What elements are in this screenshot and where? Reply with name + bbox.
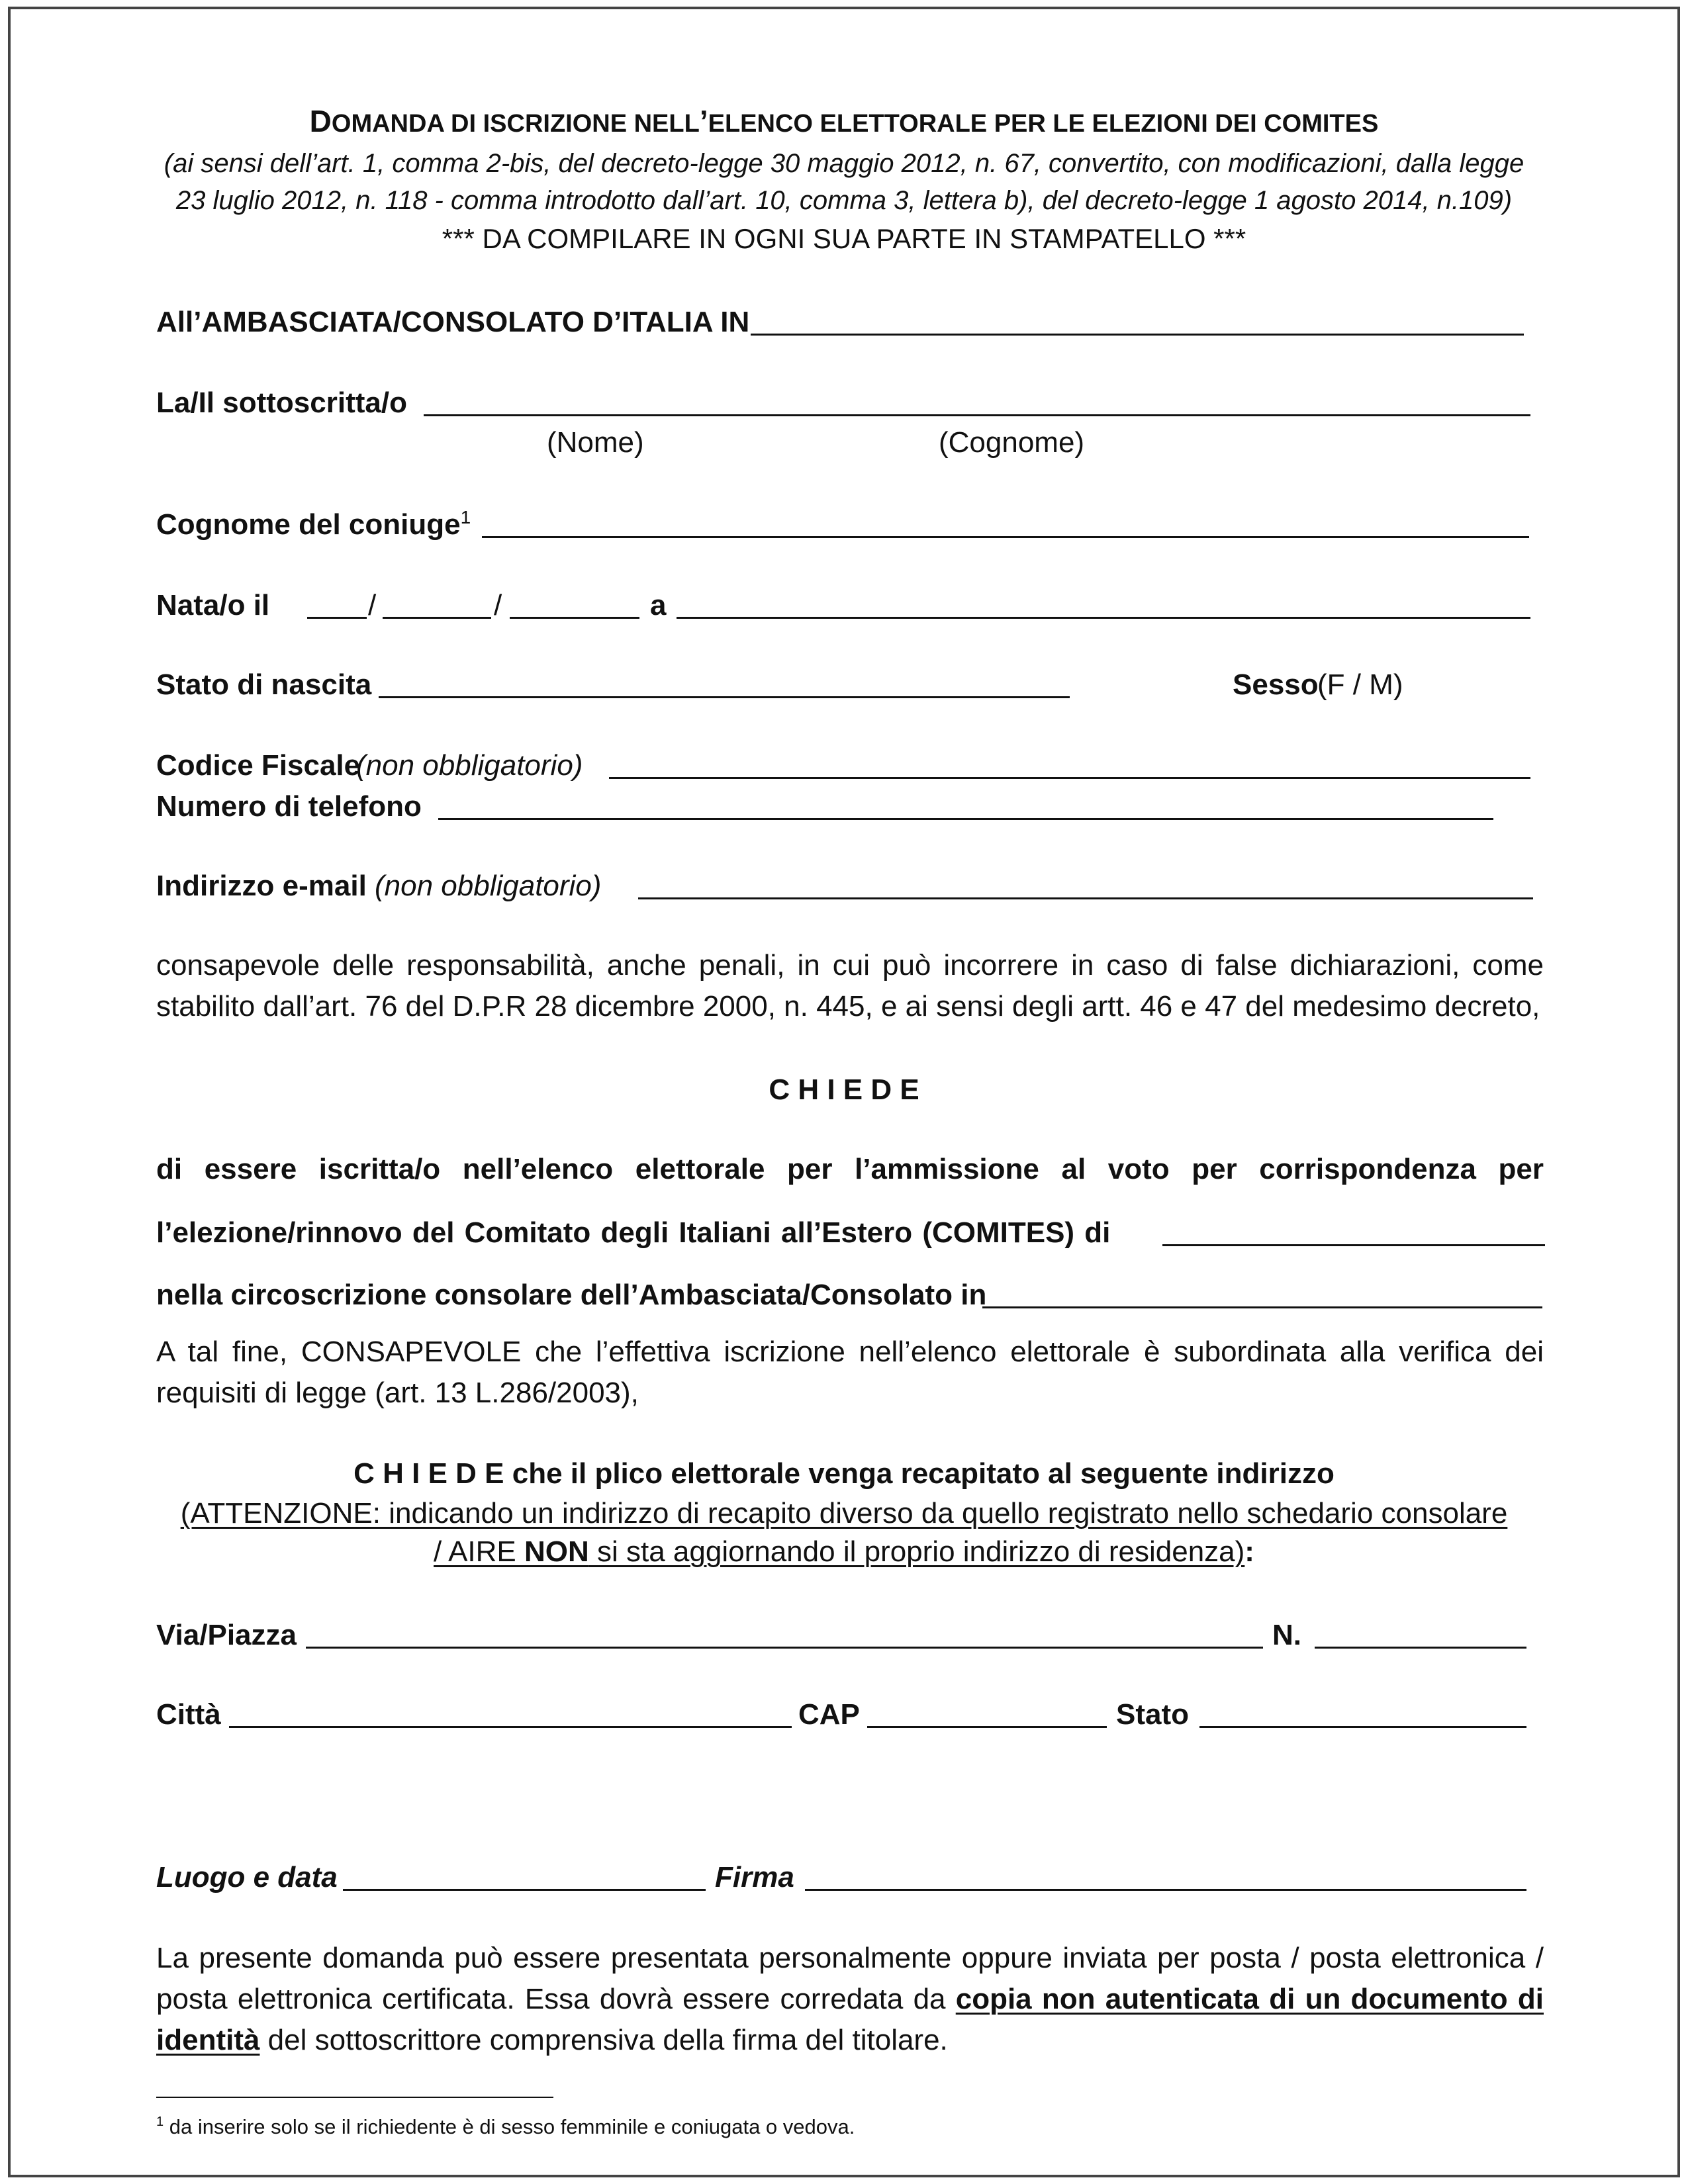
cognome-hint: (Cognome): [939, 426, 1085, 459]
email-field[interactable]: [638, 897, 1533, 899]
city-row: [0, 1694, 1688, 1735]
place-date-label: Luogo e data: [156, 1861, 338, 1893]
legal-reference-line-2: 23 luglio 2012, n. 118 - comma introdotto dall’art. 10, comma 3, lettera b), del decreto-legge 1 agosto 2014, n.109): [175, 186, 1513, 215]
city-label: Città: [156, 1698, 221, 1731]
cap-label: CAP: [798, 1698, 860, 1731]
birth-month-field[interactable]: [383, 617, 491, 619]
embassy-label: All’AMBASCIATA/CONSOLATO D’ITALIA IN: [156, 306, 750, 338]
email-note: (non obbligatorio): [375, 870, 602, 902]
birth-state-label: Stato di nascita: [156, 668, 372, 701]
phone-label: Numero di telefono: [156, 790, 422, 823]
birth-place-label: a: [650, 589, 667, 621]
nome-hint: (Nome): [547, 426, 644, 459]
purpose-paragraph: A tal fine, CONSAPEVOLE che l’effettiva iscrizione nell’elenco elettorale è subordinata alla verifica dei requisiti di legge (art. 13 L.286/2003),: [156, 1336, 1544, 1409]
request-line-1: di essere iscritta/o nell’elenco elettorale per l’ammissione al voto per corrispondenza per: [156, 1153, 1544, 1185]
spouse-footnote-mark: 1: [460, 507, 471, 527]
fiscal-code-label: Codice Fiscale: [156, 749, 361, 782]
street-row: [0, 1615, 1688, 1656]
signer-row: [0, 383, 1688, 424]
request-line-2-row: [0, 1212, 1688, 1253]
chiede-heading-2: C H I E D E che il plico elettorale venga recapitato al seguente indirizzo: [353, 1457, 1335, 1490]
footnote-separator: [156, 2097, 553, 2098]
footnote-mark: 1: [156, 2115, 164, 2129]
birth-year-field[interactable]: [510, 617, 639, 619]
signature-label: Firma: [715, 1861, 794, 1893]
phone-field[interactable]: [438, 818, 1493, 820]
consular-district-field[interactable]: [982, 1306, 1542, 1308]
place-date-field[interactable]: [343, 1889, 706, 1891]
attention-line-2: / AIRE NON si sta aggiornando il proprio indirizzo di residenza):: [434, 1535, 1254, 1568]
embassy-field[interactable]: [751, 334, 1524, 336]
birth-state-row: [0, 664, 1688, 705]
request-line-3: nella circoscrizione consolare dell’Ambasciata/Consolato in: [156, 1279, 987, 1311]
sex-label: Sesso: [1233, 668, 1319, 701]
name-hints-row: [0, 422, 1688, 463]
legal-reference-line-1: (ai sensi dell’art. 1, comma 2-bis, del decreto-legge 30 maggio 2012, n. 67, convertito, con modificazioni, dalla legge: [164, 149, 1524, 178]
email-row: [0, 866, 1688, 907]
signer-name-field[interactable]: [424, 414, 1530, 416]
street-number-label: N.: [1272, 1619, 1301, 1651]
street-label: Via/Piazza: [156, 1619, 297, 1651]
street-field[interactable]: [306, 1647, 1263, 1649]
state-label: Stato: [1116, 1698, 1189, 1731]
birth-row: [0, 585, 1688, 626]
attention-line-1: (ATTENZIONE: indicando un indirizzo di recapito diverso da quello registrato nello schedario consolare: [180, 1497, 1508, 1529]
cap-field[interactable]: [867, 1726, 1107, 1728]
signature-row: [0, 1857, 1688, 1898]
street-number-field[interactable]: [1315, 1647, 1526, 1649]
closing-paragraph: La presente domanda può essere presentata personalmente oppure inviata per posta / posta elettronica / posta elettronica certificata. Essa dovrà essere corredata da copia non autenticata di un documento di identità del sottoscrittore comprensiva della firma del titolare.: [156, 1942, 1544, 2056]
spouse-row: [0, 504, 1688, 545]
fiscal-code-note: (non obbligatorio): [356, 749, 583, 782]
footnote: [156, 2114, 855, 2140]
birth-separator-2: /: [494, 589, 502, 621]
comites-field[interactable]: [1162, 1244, 1545, 1246]
city-field[interactable]: [229, 1726, 792, 1728]
document-title: DOMANDA DI ISCRIZIONE NELL’ELENCO ELETTORALE PER LE ELEZIONI DEI COMITES: [309, 104, 1379, 138]
embassy-row: [0, 302, 1688, 343]
identity-document-requirement: copia non autenticata di un documento di identità: [156, 1983, 1544, 2056]
chiede-heading-1: C H I E D E: [769, 1073, 919, 1106]
birth-place-field[interactable]: [677, 617, 1530, 619]
spouse-surname-field[interactable]: [482, 536, 1529, 538]
sex-options[interactable]: (F / M): [1317, 668, 1403, 701]
signature-field[interactable]: [805, 1889, 1526, 1891]
footnote-text: da inserire solo se il richiedente è di sesso femminile e coniugata o vedova.: [164, 2115, 855, 2138]
state-field[interactable]: [1199, 1726, 1526, 1728]
birth-separator-1: /: [368, 589, 377, 621]
spouse-label: Cognome del coniuge$^1$: [156, 507, 471, 541]
fiscal-code-field[interactable]: [609, 777, 1530, 779]
signer-label: La/Il sottoscritta/o: [156, 387, 407, 419]
awareness-paragraph: consapevole delle responsabilità, anche penali, in cui può incorrere in caso di false dichiarazioni, come stabilito dall’art. 76 del D.P.R 28 dicembre 2000, n. 445, e ai sensi degli artt. 46 e 47 del medesimo decreto,: [156, 949, 1544, 1023]
request-line-2: l’elezione/rinnovo del Comitato degli Italiani all’Estero (COMITES) di: [156, 1216, 1111, 1249]
phone-row: [0, 786, 1688, 827]
fill-instruction: *** DA COMPILARE IN OGNI SUA PARTE IN STAMPATELLO ***: [442, 223, 1246, 254]
birth-label: Nata/o il: [156, 589, 270, 621]
fiscal-row: [0, 745, 1688, 786]
birth-state-field[interactable]: [379, 696, 1070, 698]
email-label: Indirizzo e-mail: [156, 870, 367, 902]
birth-day-field[interactable]: [307, 617, 367, 619]
request-line-3-row: [0, 1275, 1688, 1316]
